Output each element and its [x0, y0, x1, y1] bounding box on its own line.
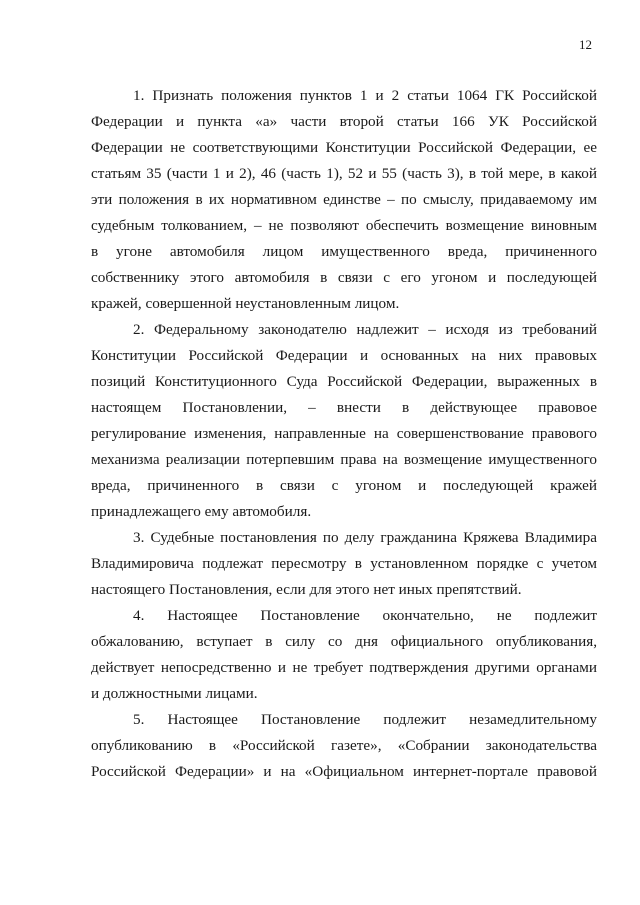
text-line: настоящем Постановлении, – внести в действующее правовое	[91, 399, 597, 416]
paragraph-1	[91, 83, 597, 317]
text-line: действует непосредственно и не требует подтверждения другими органами	[91, 659, 597, 676]
page-number: 12	[579, 37, 592, 52]
text-line: 2. Федеральному законодателю надлежит – исходя из требований	[133, 321, 597, 338]
text-line: Федерации и пункта «а» части второй статьи 166 УК Российской	[91, 113, 597, 130]
text-line: принадлежащего ему автомобиля.	[91, 503, 312, 520]
text-line: опубликованию в «Российской газете», «Собрании законодательства	[91, 737, 597, 754]
paragraph-4	[91, 603, 597, 707]
text-line: в угоне автомобиля лицом имущественного вреда, причиненного	[91, 243, 597, 260]
text-line: 4. Настоящее Постановление окончательно, не подлежит	[133, 607, 597, 624]
paragraph-5	[91, 707, 597, 785]
text-line: 1. Признать положения пунктов 1 и 2 статьи 1064 ГК Российской	[133, 87, 597, 104]
text-line: Владимировича подлежат пересмотру в установленном порядке с учетом	[91, 555, 597, 572]
text-line: эти положения в их нормативном единстве – по смыслу, придаваемому им	[91, 191, 597, 208]
text-line: обжалованию, вступает в силу со дня официального опубликования,	[91, 633, 597, 650]
text-line: 3. Судебные постановления по делу гражданина Кряжева Владимира	[133, 529, 597, 546]
text-line: позиций Конституционного Суда Российской Федерации, выраженных в	[91, 373, 597, 390]
text-line: 5. Настоящее Постановление подлежит незамедлительному	[133, 711, 597, 728]
text-line: регулирование изменения, направленные на совершенствование правового	[91, 425, 597, 442]
text-line: статьям 35 (части 1 и 2), 46 (часть 1), 52 и 55 (часть 3), в той мере, в какой	[91, 165, 597, 182]
text-line: и должностными лицами.	[91, 685, 258, 702]
text-line: собственнику этого автомобиля в связи с его угоном и последующей	[91, 269, 597, 286]
text-line: вреда, причиненного в связи с угоном и последующей кражей	[91, 477, 597, 494]
text-line: судебным толкованием, – не позволяют обеспечить возмещение виновным	[91, 217, 597, 234]
text-line: кражей, совершенной неустановленным лицом.	[91, 295, 400, 312]
document-body	[91, 83, 597, 785]
paragraph-3	[91, 525, 597, 603]
text-line: Российской Федерации» и на «Официальном интернет-портале правовой	[91, 763, 597, 780]
text-line: механизма реализации потерпевшим права на возмещение имущественного	[91, 451, 597, 468]
text-line: Федерации не соответствующими Конституции Российской Федерации, ее	[91, 139, 597, 156]
text-line: настоящего Постановления, если для этого нет иных препятствий.	[91, 581, 522, 598]
paragraph-2	[91, 317, 597, 525]
text-line: Конституции Российской Федерации и основанных на них правовых	[91, 347, 597, 364]
